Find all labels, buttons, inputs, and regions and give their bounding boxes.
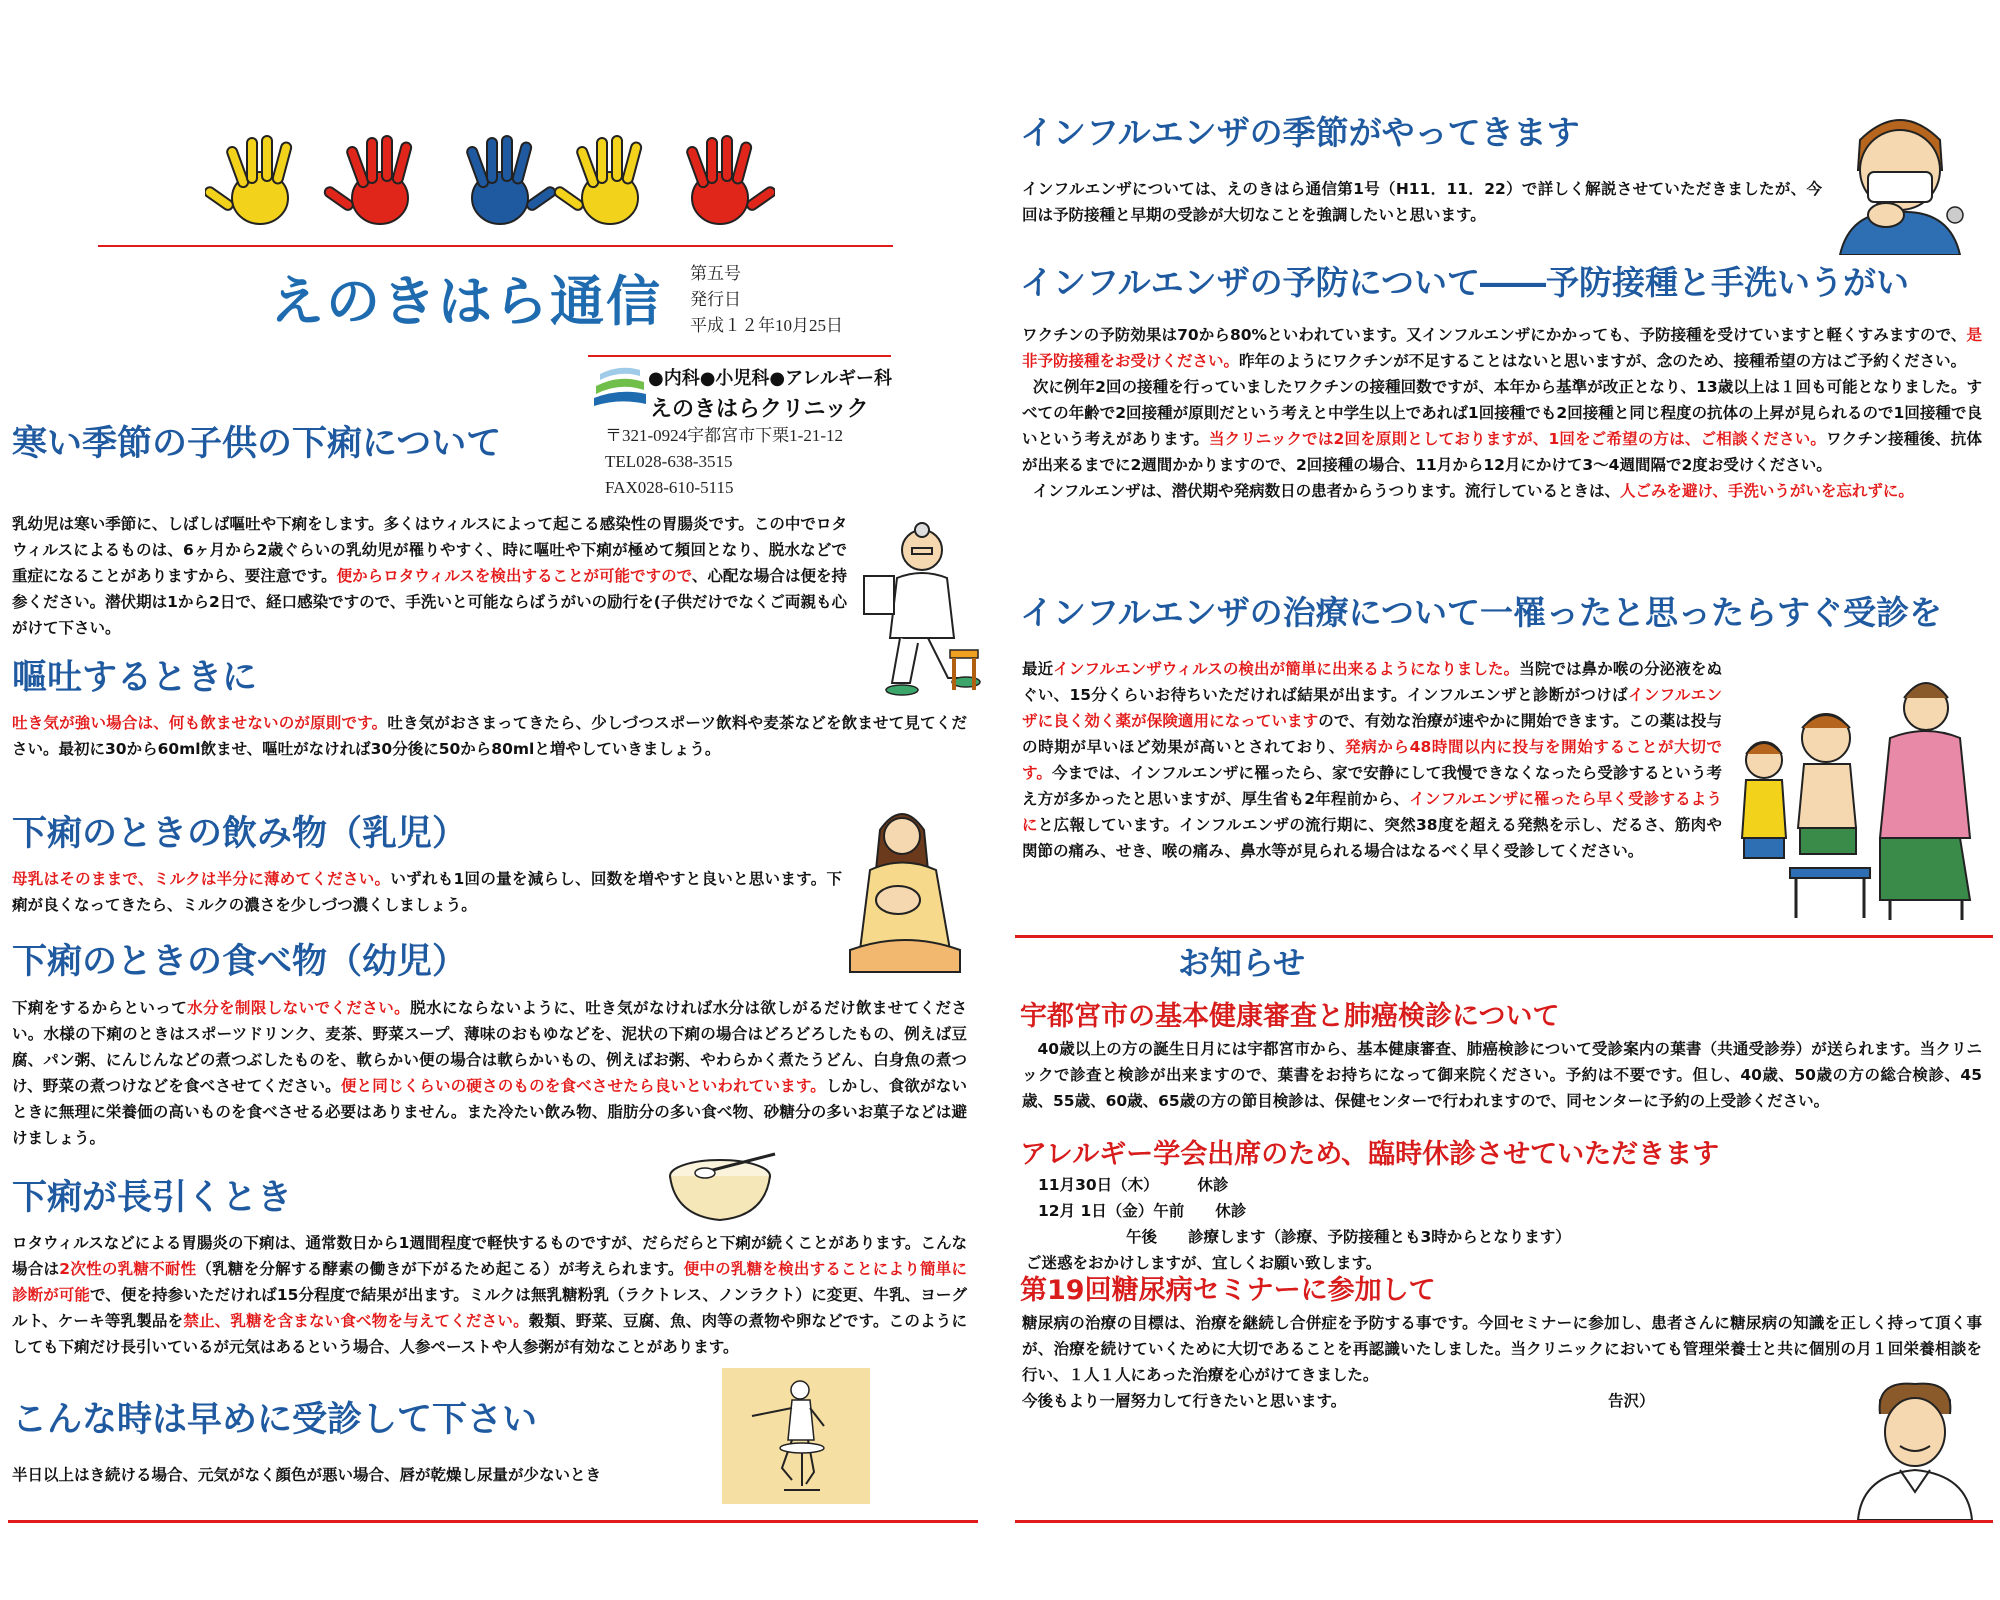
section-heading-infant-drinks: 下痢のときの飲み物（乳児）	[12, 814, 468, 854]
right-bottom-rule	[1015, 1520, 1993, 1523]
section-text-prolonged-diarrhea: ロタウィルスなどによる胃腸炎の下痢は、通常数日から1週間程度で軽快するものですが、だらだらと下痢が続くことがあります。こんな場合は2次性の乳糖不耐性（乳糖を分解する酵素の働きが下がるため起こる）が考えられます。便中の乳糖を検出することにより簡単に診断が可能で、便を持参いただければ15分程度で結果が出ます。ミルクは無乳糖粉乳（ラクトレス、ノンラクト）に変更、牛乳、ヨーグルト、ケーキ等乳製品を禁止、乳糖を含まない食べ物を与えてください。穀類、野菜、豆腐、魚、肉等の煮物や卵などです。このようにしても下痢だけ長引いているが元気はあるという場合、人参ペーストや人参粥が有効なことがあります。	[12, 1234, 967, 1356]
issue-number: 第五号	[690, 264, 741, 283]
section-text-toddler-food: 下痢をするからといって水分を制限しないでください。脱水にならないように、吐き気がなければ水分は欲しがるだけ飲ませてください。水様の下痢のときはスポーツドリンク、麦茶、野菜スープ、薄味のおもゆなどを、泥状の下痢の場合はどろどろしたもの、例えば豆腐、パン粥、にんじんなどの煮つぶしたものを、軟らかい便の場合は軟らかいもの、例えばお粥、やわらかく煮たうどん、白身魚の煮つけ、野菜の煮つけなどを食べさせてください。便と同じくらいの硬さのものを食べさせたら良いといわれています。しかし、食欲がないときに無理に栄養価の高いものを食べさせる必要はありません。また冷たい飲み物、脂肪分の多い食べ物、砂糖分の多いお菓子などは避けましょう。	[12, 999, 967, 1147]
section-text-flu-treatment: 最近インフルエンザウィルスの検出が簡単に出来るようになりました。当院では鼻か喉の分泌液をぬぐい、15分くらいお待ちいただければ結果が出ます。インフルエンザと診断がつけばインフルエンザに良く効く薬が保険適用になっていますので、有効な治療が速やかに開始できます。この薬は投与の時期が早いほど効果が高いとされており、発病から48時間以内に投与を開始することが大切です。今までは、インフルエンザに罹ったら、家で安静にして我慢できなくなったら受診するという考え方が多かったと思いますが、厚生省も2年程前から、インフルエンザに罹ったら早く受診するようにと広報しています。インフルエンザの流行期に、突然38度を超える発熱を示し、だるさ、筋肉や関節の痛み、せき、喉の痛み、鼻水等が見られる場合はなるべく早く受診してください。	[1022, 660, 1722, 860]
section-text-winter-diarrhea: 乳幼児は寒い季節に、しばしば嘔吐や下痢をします。多くはウィルスによって起こる感染性の胃腸炎です。この中でロタウィルスによるものは、6ヶ月から2歳ぐらいの乳幼児が罹りやすく、時に嘔吐や下痢が極めて頻回となり、脱水などで重症になることがありますから、要注意です。便からロタウィルスを検出することが可能ですので、心配な場合は便を持参ください。潜伏期は1から2日で、経口感染ですので、手洗いと可能ならばうがいの励行を(子供だけでなくご両親も心がけて下さい。	[12, 515, 848, 637]
section-heading-winter-diarrhea: 寒い季節の子供の下痢について	[12, 424, 502, 464]
diabetes-closing-line: 今後もより一層努力して行きたいと思います。	[1022, 1392, 1347, 1410]
hand-red-2-icon	[686, 136, 775, 224]
notice-heading-closure: アレルギー学会出席のため、臨時休診させていただきます	[1020, 1139, 1720, 1170]
section-heading-toddler-food: 下痢のときの食べ物（幼児）	[12, 942, 468, 982]
doctor-seated-illustration	[722, 1368, 870, 1504]
section-heading-vomiting: 嘔吐するときに	[12, 658, 258, 698]
section-heading-flu-treatment: インフルエンザの治療について一罹ったと思ったらすぐ受診を	[1020, 593, 1943, 632]
doctor-children-illustration	[1730, 668, 1992, 920]
notice-text-diabetes-seminar: 糖尿病の治療の目標は、治療を継続し合併症を予防する事です。今回セミナーに参加し、患者さんに糖尿病の知識を正しく持って頂く事が、治療を続けていくために大切であることを再認識いたしました。当クリニックにおいても管理栄養士と共に個別の月１回栄養相談を行い、１人１人にあった治療を心がけてきました。	[1022, 1314, 1982, 1384]
clinic-address: 〒321-0924宇都宮市下栗1-21-12	[605, 426, 843, 445]
section-heading-flu-season: インフルエンザの季節がやってきます	[1020, 113, 1580, 152]
porridge-bowl-illustration	[665, 1148, 785, 1226]
diabetes-signature: 告沢）	[1608, 1392, 1655, 1410]
notice-text-health-exam: 40歳以上の方の誕生日月には宇都宮市から、基本健康審査、肺癌検診について受診案内の葉書（共通受診券）が送られます。当クリニックで診査と検診が出来ますので、葉書をお持ちになって御来院ください。予約は不要です。但し、40歳、50歳の方の総合検診、45歳、55歳、60歳、65歳の方の節目検診は、保健センターで行われますので、同センターに予約の上受診ください。	[1022, 1040, 1982, 1110]
issued-label: 発行日	[690, 290, 741, 309]
notice-heading: お知らせ	[1178, 944, 1306, 982]
clinic-tel: TEL028-638-3515	[605, 452, 733, 471]
clinic-name: えのきはらクリニック	[650, 397, 869, 422]
hand-blue-icon	[466, 136, 557, 224]
masthead-top-rule	[98, 245, 893, 247]
nurse-illustration	[1850, 1370, 1980, 1520]
handprints-illustration	[205, 128, 775, 238]
clinic-rule	[588, 355, 891, 357]
section-text-vomiting: 吐き気が強い場合は、何も飲ませないのが原則です。吐き気がおさまってきたら、少しづつスポーツ飲料や麦茶などを飲ませて見てください。最初に30から60ml飲ませ、嘔吐がなければ30分後に50から80mlと増やしていきましょう。	[12, 714, 968, 758]
left-bottom-rule	[8, 1520, 978, 1523]
section-heading-flu-prevention: インフルエンザの予防について――予防接種と手洗いうがい	[1020, 263, 1910, 302]
section-heading-prolonged-diarrhea: 下痢が長引くとき	[12, 1178, 293, 1218]
clinic-fax: FAX028-610-5115	[605, 478, 734, 497]
notice-heading-health-exam: 宇都宮市の基本健康審査と肺癌検診について	[1020, 1001, 1560, 1032]
newsletter-title: えのきはら通信	[270, 270, 662, 333]
notice-heading-diabetes-seminar: 第19回糖尿病セミナーに参加して	[1020, 1275, 1436, 1306]
section-text-see-doctor-early: 半日以上はき続ける場合、元気がなく顔色が悪い場合、唇が乾燥し尿量が少ないとき	[12, 1466, 602, 1484]
closure-line-3: 午後 診療します（診療、予防接種とも3時からとなります）	[1126, 1228, 1571, 1246]
hand-yellow-2-icon	[553, 136, 642, 224]
section-text-infant-drinks: 母乳はそのままで、ミルクは半分に薄めてください。いずれも1回の量を減らし、回数を増やすと良いと思います。下痢が良くなってきたら、ミルクの濃さを少しづつ濃くしましょう。	[12, 870, 842, 914]
mother-nursing-illustration	[840, 800, 970, 980]
clinic-departments: ●内科●小児科●アレルギー科	[648, 368, 892, 389]
doctor-illustration	[862, 518, 982, 700]
closure-line-2: 12月 1日（金）午前 休診	[1038, 1202, 1247, 1220]
clinic-logo-icon	[590, 360, 650, 410]
section-text-flu-season: インフルエンザについては、えのきはら通信第1号（H11．11．22）で詳しく解説させていただきましたが、今回は予防接種と早期の受診が大切なことを強調したいと思います。	[1022, 180, 1822, 224]
hand-red-1-icon	[323, 136, 412, 224]
section-heading-see-doctor-early: こんな時は早めに受診して下さい	[12, 1400, 538, 1440]
right-mid-rule	[1015, 935, 1993, 938]
section-text-flu-prevention: ワクチンの予防効果は70から80%といわれています。又インフルエンザにかかっても、予防接種を受けていますと軽くすみますので、是非予防接種をお受けください。昨年のようにワクチンが不足することはないと思いますが、念のため、接種希望の方はご予約ください。 次に例年2回の接種を行っていましたワクチンの接種回数ですが、本年から基準が改正となり、13歳以上は１回も可能となりました。すべての年齢で2回接種が原則だという考えと中学生以上であれば1回接種でも2回接種と同じ程度の抗体の上昇が見られるので1回接種で良いという考えがあります。当クリニックでは2回を原則としておりますが、1回をご希望の方は、ご相談ください。ワクチン接種後、抗体が出来るまでに2週間かかりますので、2回接種の場合、11月から12月にかけて3～4週間隔で2度お受けください。 インフルエンザは、潜伏期や発病数日の患者からうつります。流行しているときは、人ごみを避け、手洗いうがいを忘れずに。	[1022, 326, 1982, 500]
closure-line-4: ご迷惑をおかけしますが、宜しくお願い致します。	[1026, 1254, 1382, 1272]
masked-person-illustration	[1830, 100, 1970, 255]
hand-yellow-1-icon	[205, 136, 292, 224]
issue-date: 平成１２年10月25日	[690, 316, 843, 335]
closure-line-1: 11月30日（木） 休診	[1038, 1176, 1229, 1194]
